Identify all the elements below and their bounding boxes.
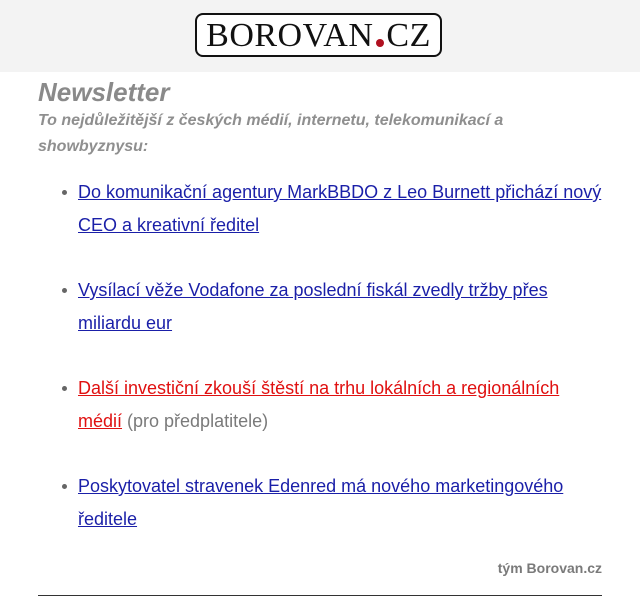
newsletter-title: Newsletter — [38, 77, 170, 107]
bullet-icon — [62, 386, 67, 391]
article-link-vodafone[interactable]: Vysílací věže Vodafone za poslední fiskál zvedly tržby přes miliardu eur — [78, 280, 548, 333]
divider — [38, 595, 602, 596]
newsletter-subtitle: To nejdůležitější z českých médií, internetu, telekomunikací a showbyznysu: — [38, 112, 504, 155]
signature: tým Borovan.cz — [497, 560, 602, 576]
article-item — [78, 176, 608, 242]
header-bar — [0, 0, 640, 72]
article-item — [78, 274, 608, 340]
logo-text-main: BOROVAN — [206, 17, 374, 54]
logo-dot-icon — [376, 39, 384, 47]
bullet-icon — [62, 484, 67, 489]
borovan-logo[interactable] — [195, 13, 442, 57]
article-item — [78, 470, 608, 536]
subscriber-note: (pro předplatitele) — [122, 411, 269, 431]
bullet-icon — [62, 288, 67, 293]
article-item — [78, 372, 608, 438]
bullet-icon — [62, 190, 67, 195]
article-link-regional-media[interactable]: Další investiční zkouší štěstí na trhu lokálních a regionálních médií — [78, 378, 560, 431]
article-link-edenred[interactable]: Poskytovatel stravenek Edenred má nového marketingového ředitele — [78, 476, 564, 529]
article-link-markbbdo[interactable]: Do komunikační agentury MarkBBDO z Leo Burnett přichází nový CEO a kreativní ředitel — [78, 182, 602, 235]
article-list — [38, 176, 608, 568]
logo-text-tld: CZ — [386, 17, 431, 54]
